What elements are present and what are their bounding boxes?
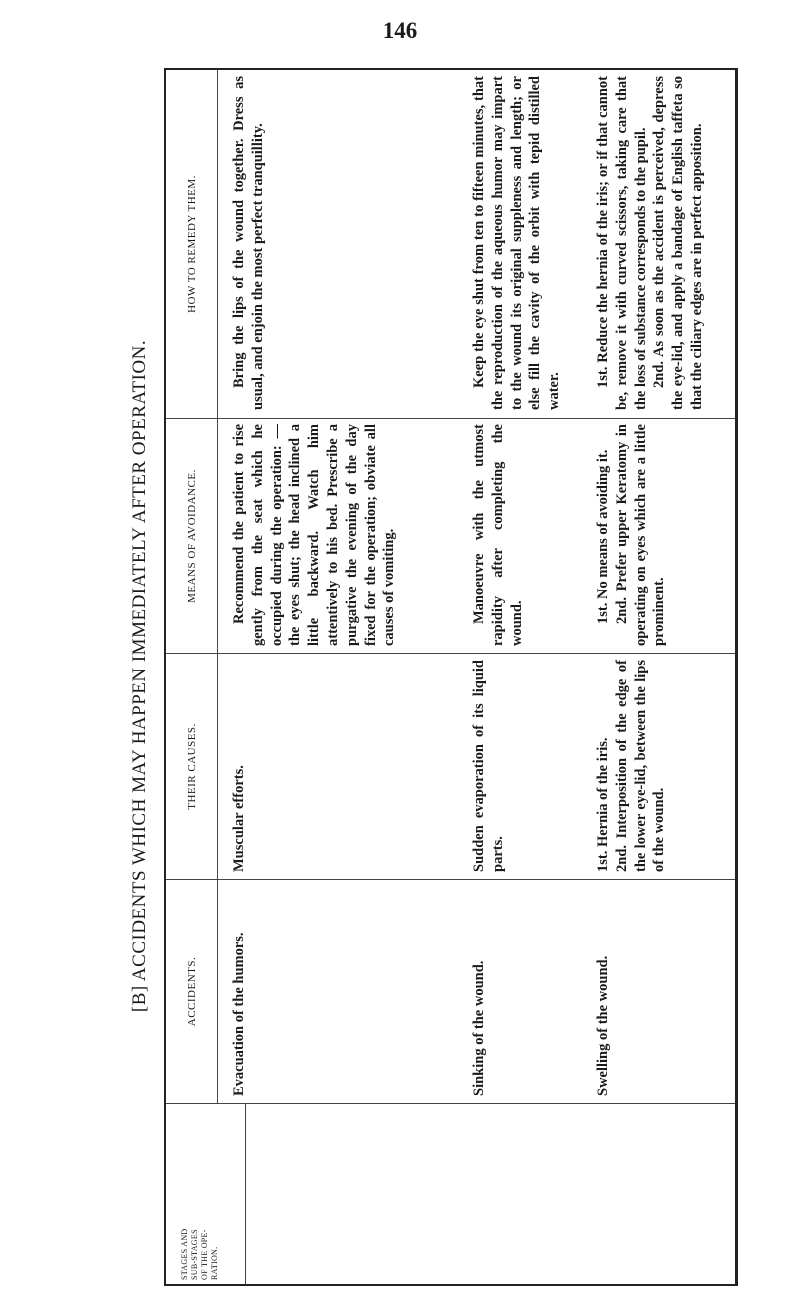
table-title: [B] ACCIDENTS WHICH MAY HAPPEN IMMEDIATELY AFTER OPERATION. — [129, 339, 150, 1013]
row-3-cause: 1st. Hernia of the iris. 2nd. Interposition of the edge of the lower eye-lid, between the lips of the wound. — [595, 660, 668, 872]
page-number: 146 — [382, 18, 418, 43]
column-divider — [166, 418, 735, 419]
column-divider — [166, 653, 735, 654]
avoidance-column-header: MEANS OF AVOIDANCE. — [166, 419, 218, 653]
row-1-cause: Muscular efforts. — [231, 765, 247, 872]
rotated-table-page — [120, 66, 740, 1286]
causes-column-header: THEIR CAUSES. — [166, 654, 218, 879]
row-2-cause: Sudden evaporation of its liquid parts. — [471, 660, 506, 872]
row-3-remedy: 1st. Reduce the hernia of the iris; or if that cannot be, remove it with curved scissors, taking care that the loss of substance corresponds to the pupil. 2nd. As soon as the accident is perceived, depress the eye-lid, and apply a bandage of English taffeta so that the ciliary edges are in perfect apposition. — [595, 76, 705, 410]
accidents-table — [164, 68, 738, 1286]
stages-column-header: STAGES AND SUB-STAGES OF THE OPE- RATION. — [166, 1104, 246, 1284]
row-2-accident: Sinking of the wound. — [471, 960, 487, 1096]
column-divider — [166, 879, 735, 880]
row-1-accident: Evacuation of the humors. — [231, 932, 247, 1096]
row-1-avoidance: Recommend the patient to rise gently from the seat which he occupied during the operation: — the eyes shut; the head inclined a little backward. Watch him attentively to his bed. Prescribe a purgative the evening of the day fixed for the operation; obviate all causes of vomiting. — [231, 424, 398, 646]
row-3-avoidance: 1st. No means of avoiding it. 2nd. Prefer upper Keratomy in operating on eyes which are a little prominent. — [595, 424, 668, 646]
row-2-remedy: Keep the eye shut from ten to fifteen minutes, that the reproduction of the aqueous humor may impart to the wound its original suppleness and length; or else fill the cavity of the orbit with tepid distilled water. — [471, 76, 563, 410]
row-3-accident: Swelling of the wound. — [595, 955, 611, 1096]
row-2-avoidance: Manoeuvre with the utmost rapidity after completing the wound. — [471, 424, 525, 646]
column-divider — [166, 1103, 735, 1104]
row-1-remedy: Bring the lips of the wound together. Dress as usual, and enjoin the most perfect tranquillity. — [231, 76, 266, 410]
remedy-column-header: HOW TO REMEDY THEM. — [166, 70, 218, 418]
accidents-column-header: ACCIDENTS. — [166, 880, 218, 1103]
